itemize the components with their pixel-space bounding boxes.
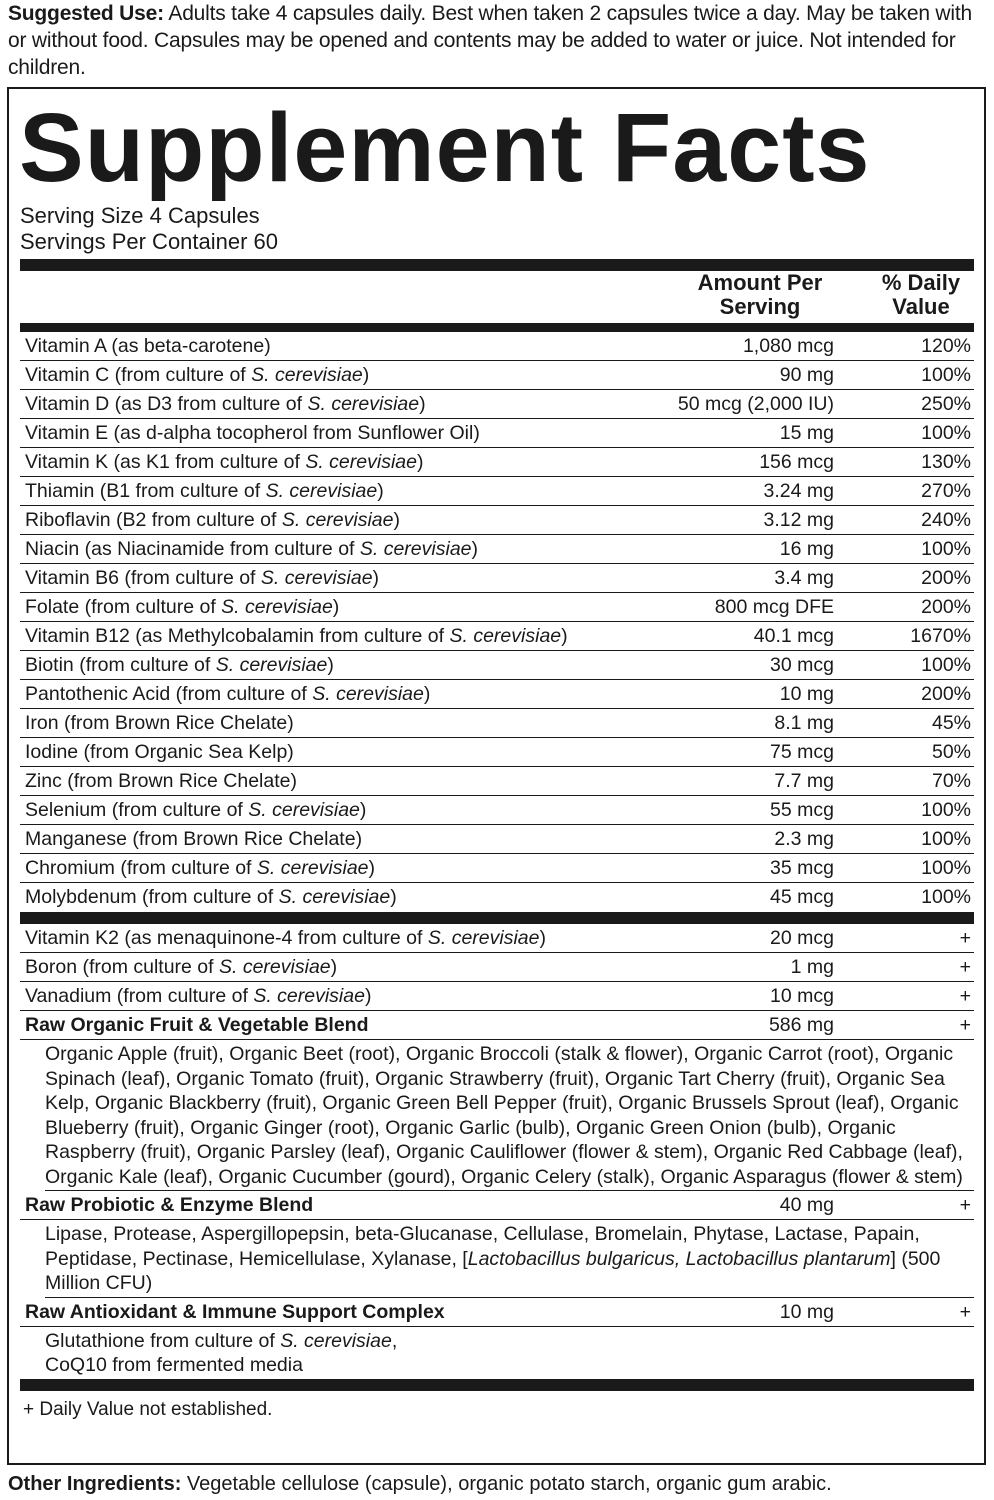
text-segment: Vitamin K2 (as menaquinone-4 from culture of <box>25 927 428 949</box>
amount-per-serving: 55 mcg <box>770 799 834 821</box>
nutrient-name <box>25 825 362 853</box>
nutrient-name <box>25 651 334 679</box>
serving-info <box>20 203 278 255</box>
text-segment: ) <box>362 364 370 386</box>
amount-per-serving: 156 mcg <box>759 451 834 473</box>
text-segment: Vitamin K (as K1 from culture of <box>25 451 306 473</box>
daily-value: 45% <box>931 712 971 734</box>
nutrient-row <box>20 680 974 709</box>
nutrient-row <box>20 477 974 506</box>
amount-per-serving: 40 mg <box>779 1194 834 1216</box>
text-segment: Vitamin B12 (as Methylcobalamin from culture of <box>25 625 450 647</box>
other-ingredients-text: Vegetable cellulose (capsule), organic potato starch, organic gum arabic. <box>181 1473 832 1495</box>
blend-ingredients <box>45 1220 974 1298</box>
amount-per-serving: 16 mg <box>779 538 834 560</box>
daily-value: 70% <box>931 770 971 792</box>
nutrient-row <box>20 506 974 535</box>
nutrient-name <box>25 332 271 360</box>
text-segment: Raw Organic Fruit & Vegetable Blend <box>25 1014 369 1036</box>
daily-value: 1670% <box>910 625 971 647</box>
nutrient-row <box>20 390 974 419</box>
italic-species-name: S. cerevisiae <box>312 683 424 705</box>
italic-species-name: S. cerevisiae <box>278 886 391 908</box>
daily-value: 100% <box>921 654 971 676</box>
italic-species-name: S. cerevisiae <box>307 393 420 415</box>
nutrient-row <box>20 767 974 796</box>
nutrient-name <box>25 361 369 389</box>
nutrient-name <box>25 506 400 534</box>
daily-value: + <box>959 1194 971 1216</box>
italic-species-name: S. cerevisiae <box>251 364 363 386</box>
dv-header-line1: % Daily <box>881 270 961 295</box>
amount-per-serving: 2.3 mg <box>774 828 834 850</box>
italic-species-name: S. cerevisiae <box>221 596 333 618</box>
amount-header-line1: Amount Per <box>697 270 823 295</box>
text-segment: Riboflavin (B2 from culture of <box>25 509 282 531</box>
amount-per-serving: 1,080 mcg <box>742 335 834 357</box>
amount-per-serving: 800 mcg DFE <box>714 596 834 618</box>
nutrient-name <box>25 564 379 592</box>
text-segment: ) <box>416 451 424 473</box>
text-segment: Raw Antioxidant & Immune Support Complex <box>25 1300 445 1323</box>
text-segment: ) <box>419 393 426 415</box>
amount-header-line2: Serving <box>719 294 801 319</box>
italic-species-name: S. cerevisiae <box>219 956 331 978</box>
nutrient-name <box>25 390 426 418</box>
nutrient-name <box>25 796 366 824</box>
amount-per-serving: 1 mg <box>790 956 834 978</box>
text-segment: Zinc (from Brown Rice Chelate) <box>25 770 297 792</box>
text-segment: Biotin (from culture of <box>25 654 216 676</box>
divider-thick <box>20 323 974 332</box>
text-segment: Iron (from Brown Rice Chelate) <box>25 712 294 734</box>
blend-row <box>20 1191 974 1220</box>
daily-value: 100% <box>921 857 971 879</box>
text-segment: Vitamin A (as beta-carotene) <box>25 335 271 357</box>
nutrient-row <box>20 738 974 767</box>
divider-thick <box>20 259 974 271</box>
nutrient-name <box>25 738 294 766</box>
nutrient-name <box>25 680 430 708</box>
amount-per-serving: 3.4 mg <box>774 567 834 589</box>
nutrient-row <box>20 361 974 390</box>
daily-value: + <box>959 1014 971 1036</box>
nutrient-name <box>25 1191 313 1219</box>
amount-per-serving: 586 mg <box>768 1014 834 1036</box>
amount-header <box>689 271 831 319</box>
daily-value: 100% <box>921 799 971 821</box>
nutrient-name <box>25 953 337 981</box>
text-segment: ) <box>368 857 376 879</box>
nutrient-name <box>25 709 294 737</box>
nutrient-row <box>20 535 974 564</box>
daily-value: + <box>959 985 971 1007</box>
amount-per-serving: 45 mcg <box>770 886 834 908</box>
supplement-facts-panel <box>7 87 986 1465</box>
text-segment: Selenium (from culture of <box>25 799 249 821</box>
italic-species-name: S. cerevisiae <box>253 985 365 1007</box>
amount-per-serving: 10 mcg <box>770 985 834 1007</box>
text-segment: Lipase, Protease, Aspergillopepsin, beta-Glucanase, Cellulase, Bromelain, Phytase, Lactase, Papain, Peptidase, Pectinase, Hemicellulase, Xylanase, [ <box>45 1223 920 1270</box>
nutrient-name <box>25 854 375 882</box>
nutrient-row <box>20 854 974 883</box>
text-segment: Vitamin C (from culture of <box>25 364 252 386</box>
nutrient-row <box>20 593 974 622</box>
nutrient-name <box>25 419 480 447</box>
amount-per-serving: 20 mcg <box>770 927 834 949</box>
daily-value: + <box>959 1300 971 1323</box>
text-segment: Organic Apple (fruit), Organic Beet (root), Organic Broccoli (stalk & flower), Organic Carrot (root), Organic Spinach (leaf), Organic Tomato (fruit), Organic Strawberry (fruit), Organic Tart Cherry (fruit), Organic Sea Kelp, Organic Blackberry (fruit), Organic Green Bell Pepper (fruit), Organic Brussels Sprout (leaf), Organic Blueberry (fruit), Organic Ginger (root), Organic Garlic (bulb), Organic Green Onion (bulb), Organic Raspberry (fruit), Organic Parsley (leaf), Organic Cauliflower (flower & stem), Organic Red Cabbage (leaf), Organic Kale (leaf), Organic Cucumber (gourd), Organic Celery (stalk), Organic Asparagus (flower & stem) <box>45 1043 963 1188</box>
daily-value: 100% <box>921 886 971 908</box>
italic-species-name: S. cerevisiae <box>281 509 394 531</box>
blend-ingredients <box>45 1040 974 1191</box>
other-ingredients-label: Other Ingredients: <box>8 1473 182 1495</box>
amount-per-serving: 8.1 mg <box>774 712 834 734</box>
nutrient-row <box>20 796 974 825</box>
italic-species-name: S. cerevisiae <box>215 654 328 676</box>
amount-per-serving: 10 mg <box>779 1300 834 1323</box>
servings-per-container: Servings Per Container 60 <box>20 229 279 254</box>
daily-value: 100% <box>921 538 971 560</box>
daily-value: 120% <box>921 335 971 357</box>
amount-per-serving: 3.24 mg <box>763 480 834 502</box>
daily-value: 200% <box>921 596 971 618</box>
nutrient-name <box>25 982 371 1010</box>
suggested-use-label: Suggested Use: <box>8 2 164 25</box>
italic-species-name: S. cerevisiae <box>265 480 378 502</box>
nutrient-row <box>20 982 974 1011</box>
amount-per-serving: 35 mcg <box>770 857 834 879</box>
dv-header <box>869 271 973 319</box>
nutrient-row <box>20 825 974 854</box>
nutrient-row <box>20 651 974 680</box>
daily-value: 100% <box>921 422 971 444</box>
nutrient-name <box>25 767 297 795</box>
text-segment: ) <box>330 956 338 978</box>
nutrient-row <box>20 924 974 953</box>
text-segment: Vanadium (from culture of <box>25 985 254 1007</box>
italic-species-name: S. cerevisiae <box>248 799 360 821</box>
italic-species-name: S. cerevisiae <box>280 1329 392 1352</box>
nutrient-name <box>25 1011 369 1039</box>
italic-species-name: S. cerevisiae <box>260 567 373 589</box>
daily-value: 200% <box>921 683 971 705</box>
divider-thick <box>20 1379 974 1391</box>
daily-value: 250% <box>921 393 971 415</box>
text-segment: Glutathione from culture of <box>45 1329 281 1352</box>
nutrient-name <box>25 924 546 952</box>
nutrient-name <box>25 593 339 621</box>
blend-ingredients <box>45 1327 974 1379</box>
nutrient-name <box>25 1298 445 1326</box>
nutrient-table <box>20 332 974 1422</box>
text-segment: ) <box>393 509 400 531</box>
text-segment: ) <box>359 799 367 821</box>
italic-species-name: Lactobacillus bulgaricus, Lactobacillus plantarum <box>467 1247 891 1270</box>
daily-value: + <box>959 927 971 949</box>
text-segment: Vitamin E (as d-alpha tocopherol from Sunflower Oil) <box>25 422 480 444</box>
nutrient-name <box>25 883 397 911</box>
text-segment: ) <box>390 886 397 908</box>
text-segment: Manganese (from Brown Rice Chelate) <box>25 828 363 850</box>
dv-header-line2: Value <box>892 294 950 319</box>
text-segment: ) <box>332 596 340 618</box>
blend-row <box>20 1298 974 1327</box>
amount-per-serving: 75 mcg <box>770 741 834 763</box>
text-segment: ) <box>561 625 568 647</box>
nutrient-row <box>20 709 974 738</box>
amount-per-serving: 40.1 mcg <box>753 625 834 647</box>
italic-species-name: S. cerevisiae <box>449 625 562 647</box>
daily-value: 130% <box>921 451 971 473</box>
italic-species-name: S. cerevisiae <box>305 451 417 473</box>
nutrient-row <box>20 883 974 912</box>
text-segment: Niacin (as Niacinamide from culture of <box>25 538 360 560</box>
italic-species-name: S. cerevisiae <box>427 927 540 949</box>
daily-value: 50% <box>931 741 971 763</box>
text-segment: ) <box>372 567 380 589</box>
amount-per-serving: 30 mcg <box>770 654 834 676</box>
text-segment: , CoQ10 from fermented media <box>45 1329 398 1376</box>
panel-title: Supplement Facts <box>19 93 871 202</box>
nutrient-row <box>20 953 974 982</box>
text-segment: Folate (from culture of <box>25 596 222 618</box>
daily-value: + <box>959 956 971 978</box>
italic-species-name: S. cerevisiae <box>256 857 369 879</box>
text-segment: Boron (from culture of <box>25 956 219 978</box>
other-ingredients <box>8 1471 832 1497</box>
text-segment: Vitamin D (as D3 from culture of <box>25 393 308 415</box>
daily-value: 200% <box>921 567 971 589</box>
text-segment: Iodine (from Organic Sea Kelp) <box>25 741 294 763</box>
text-segment: Vitamin B6 (from culture of <box>25 567 261 589</box>
text-segment: ) <box>377 480 384 502</box>
text-segment: Chromium (from culture of <box>25 857 257 879</box>
text-segment: Pantothenic Acid (from culture of <box>25 683 313 705</box>
text-segment: Thiamin (B1 from culture of <box>25 480 266 502</box>
amount-per-serving: 3.12 mg <box>763 509 834 531</box>
text-segment: ] (500 Million CFU) <box>45 1247 941 1294</box>
nutrient-name <box>25 448 423 476</box>
daily-value: 100% <box>921 364 971 386</box>
daily-value: 270% <box>921 480 971 502</box>
text-segment: ) <box>364 985 372 1007</box>
italic-species-name: S. cerevisiae <box>359 538 472 560</box>
nutrient-row <box>20 564 974 593</box>
serving-size: Serving Size 4 Capsules <box>20 203 260 228</box>
amount-per-serving: 15 mg <box>779 422 834 444</box>
blend-row <box>20 1011 974 1040</box>
daily-value: 100% <box>921 828 971 850</box>
amount-per-serving: 10 mg <box>779 683 834 705</box>
nutrient-row <box>20 622 974 651</box>
nutrient-name <box>25 535 478 563</box>
suggested-use <box>8 0 988 81</box>
amount-per-serving: 7.7 mg <box>774 770 834 792</box>
text-segment: ) <box>327 654 334 676</box>
nutrient-row <box>20 332 974 361</box>
amount-per-serving: 50 mcg (2,000 IU) <box>677 393 834 415</box>
text-segment: ) <box>471 538 479 560</box>
text-segment: Raw Probiotic & Enzyme Blend <box>25 1194 314 1216</box>
footnote: + Daily Value not established. <box>23 1398 273 1420</box>
nutrient-row <box>20 419 974 448</box>
text-segment: ) <box>423 683 431 705</box>
nutrient-name <box>25 622 568 650</box>
nutrient-name <box>25 477 384 505</box>
divider-thick <box>20 912 974 924</box>
text-segment: ) <box>539 927 546 949</box>
text-segment: Molybdenum (from culture of <box>25 886 279 908</box>
daily-value: 240% <box>921 509 971 531</box>
suggested-use-text: Adults take 4 capsules daily. Best when taken 2 capsules twice a day. May be taken with or without food. Capsules may be opened and contents may be added to water or juice. Not intended for children. <box>8 2 972 79</box>
nutrient-row <box>20 448 974 477</box>
amount-per-serving: 90 mg <box>779 364 834 386</box>
